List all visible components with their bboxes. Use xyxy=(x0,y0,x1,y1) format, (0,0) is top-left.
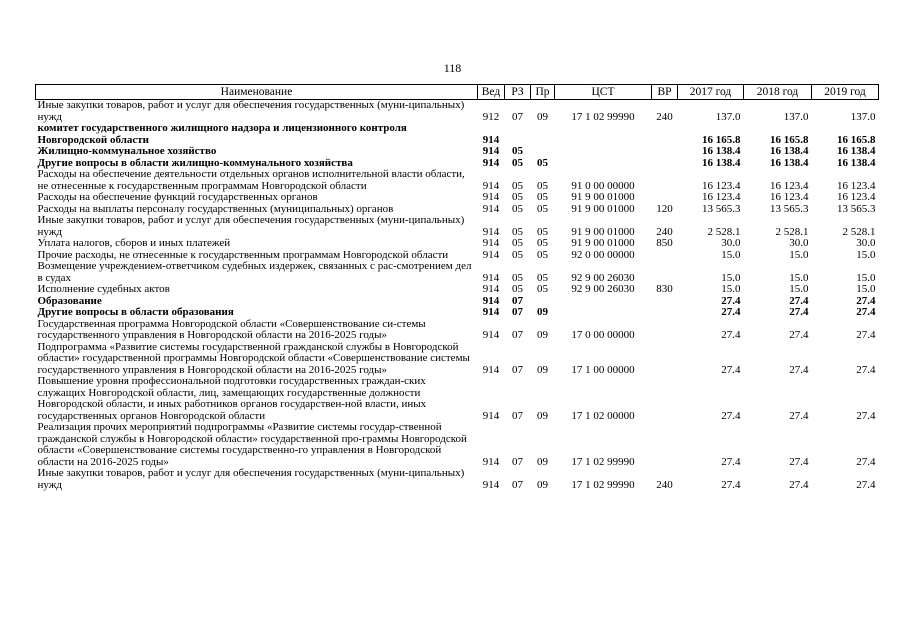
table-row xyxy=(36,146,879,158)
cell-2018: 16 123.4 xyxy=(770,179,809,192)
cell-2018: 27.4 xyxy=(789,363,809,376)
cell-2017: 16 138.4 xyxy=(702,156,741,169)
cell-vr xyxy=(652,307,678,319)
table-row xyxy=(36,261,879,284)
cell-2018: 137.0 xyxy=(783,110,809,123)
cell-2019: 27.4 xyxy=(856,329,876,341)
cell-vr: 850 xyxy=(656,237,673,249)
cell-name: Уплата налогов, сборов и иных платежей xyxy=(37,237,231,249)
cell-name: Исполнение судебных актов xyxy=(37,283,170,295)
cell-cst xyxy=(555,307,652,319)
cell-cst: 17 0 00 00000 xyxy=(571,329,635,341)
cell-ved: 914 xyxy=(482,248,500,261)
col-cst-header: ЦСТ xyxy=(555,85,652,100)
cell-vr xyxy=(652,169,678,192)
cell-rz xyxy=(505,123,531,146)
cell-vr: 120 xyxy=(656,202,673,215)
cell-ved: 914 xyxy=(482,202,500,215)
cell-2018: 15.0 xyxy=(789,248,809,261)
cell-2019: 13 565.3 xyxy=(837,202,876,215)
cell-name: Прочие расходы, не отнесенные к государственным программам Новгородской области xyxy=(37,248,449,261)
cell-vr xyxy=(652,261,678,284)
cell-cst: 92 9 00 26030 xyxy=(571,271,635,284)
cell-ved: 914 xyxy=(482,225,500,238)
cell-vr: 240 xyxy=(656,478,673,491)
cell-2019: 27.4 xyxy=(856,294,876,307)
col-2017-header: 2017 год xyxy=(678,85,744,100)
cell-vr xyxy=(652,296,678,308)
cell-cst: 91 9 00 01000 xyxy=(571,202,635,215)
cell-name: Повышение уровня профессиональной подготовки государственных граждан-ских служащих Новгородской области, лиц, замещающих государственные должности Новгородской области, и иных работников органов государствен-ной власти, иных государственных органов Новгородской области xyxy=(37,375,427,422)
cell-2017: 27.4 xyxy=(721,363,741,376)
cell-name: Реализация прочих мероприятий подпрограммы «Развитие системы государ-ственной гражданской службы в Новгородской области» государственной про-граммы Новгородской области «Совершенствование системы государственно-го управления в Новгородской области на 2016-2025 годы» xyxy=(37,421,467,468)
cell-2017: 16 138.4 xyxy=(702,145,741,157)
cell-ved: 912 xyxy=(482,110,500,123)
cell-ved: 914 xyxy=(482,306,500,318)
cell-2019: 15.0 xyxy=(856,271,876,284)
cell-2018: 16 123.4 xyxy=(770,191,809,203)
cell-ved: 914 xyxy=(482,271,500,284)
cell-ved: 914 xyxy=(482,294,500,307)
cell-name: Государственная программа Новгородской области «Совершенствование си-стемы государственного управления в Новгородской области на 2016-2025 годы» xyxy=(37,317,426,341)
cell-rz: 07 xyxy=(512,294,523,307)
cell-name: комитет государственного жилищного надзора и лицензионного контроля Новгородской области xyxy=(37,122,407,146)
col-pr-header: Пр xyxy=(531,85,555,100)
cell-pr: 05 xyxy=(537,283,548,295)
cell-cst: 91 9 00 01000 xyxy=(571,225,635,238)
cell-cst xyxy=(555,123,652,146)
col-2019-header: 2019 год xyxy=(812,85,879,100)
table-row xyxy=(36,284,879,296)
cell-ved: 914 xyxy=(482,179,500,192)
cell-pr: 09 xyxy=(537,478,548,491)
cell-cst: 92 9 00 26030 xyxy=(571,283,635,295)
cell-2019: 30.0 xyxy=(856,237,876,249)
cell-pr: 09 xyxy=(537,329,548,341)
cell-ved: 914 xyxy=(482,145,500,157)
cell-ved: 914 xyxy=(482,191,500,203)
cell-pr: 09 xyxy=(537,110,548,123)
cell-vr xyxy=(652,376,678,422)
cell-rz: 05 xyxy=(512,237,523,249)
table-row xyxy=(36,342,879,377)
cell-pr: 09 xyxy=(537,363,548,376)
cell-cst xyxy=(555,158,652,170)
cell-ved: 914 xyxy=(482,409,500,422)
cell-ved: 914 xyxy=(482,156,500,169)
cell-2018: 27.4 xyxy=(789,294,809,307)
table-row xyxy=(36,100,879,124)
cell-vr xyxy=(652,342,678,377)
cell-2018: 27.4 xyxy=(789,455,809,468)
cell-vr: 240 xyxy=(656,225,673,238)
cell-pr: 09 xyxy=(537,306,548,318)
cell-2018: 27.4 xyxy=(789,478,809,491)
cell-rz: 05 xyxy=(512,202,523,215)
cell-2017: 16 123.4 xyxy=(702,191,741,203)
cell-ved: 914 xyxy=(482,478,500,491)
cell-pr: 05 xyxy=(537,237,548,249)
cell-2017: 15.0 xyxy=(721,283,741,295)
cell-2018: 15.0 xyxy=(789,271,809,284)
cell-vr: 240 xyxy=(656,110,673,123)
cell-2019: 137.0 xyxy=(850,110,876,123)
cell-cst xyxy=(555,296,652,308)
cell-2017: 15.0 xyxy=(721,248,741,261)
cell-2019: 15.0 xyxy=(856,283,876,295)
table-row xyxy=(36,169,879,192)
cell-cst xyxy=(555,146,652,158)
cell-2018: 16 165.8 xyxy=(770,133,809,146)
cell-pr: 05 xyxy=(537,191,548,203)
cell-2018: 27.4 xyxy=(789,306,809,318)
cell-2017: 27.4 xyxy=(721,294,741,307)
cell-rz: 07 xyxy=(512,110,523,123)
cell-name: Образование xyxy=(37,294,102,307)
cell-pr xyxy=(531,146,555,158)
cell-name: Другие вопросы в области жилищно-коммунального хозяйства xyxy=(37,156,353,169)
cell-rz: 07 xyxy=(512,306,523,318)
cell-pr: 05 xyxy=(537,202,548,215)
table-row xyxy=(36,192,879,204)
cell-cst: 17 1 02 99990 xyxy=(571,110,635,123)
cell-2018: 27.4 xyxy=(789,329,809,341)
col-rz-header: РЗ xyxy=(505,85,531,100)
table-row xyxy=(36,307,879,319)
cell-2019: 27.4 xyxy=(856,409,876,422)
cell-cst: 92 0 00 00000 xyxy=(571,248,635,261)
cell-name: Возмещение учреждением-ответчиком судебных издержек, связанных с рас-смотрением дел в судах xyxy=(37,260,472,284)
col-ved-header: Вед xyxy=(478,85,505,100)
cell-name: Расходы на выплаты персоналу государственных (муниципальных) органов xyxy=(37,202,394,215)
table-row xyxy=(36,123,879,146)
table-row xyxy=(36,319,879,342)
cell-vr xyxy=(652,192,678,204)
cell-ved: 914 xyxy=(482,363,500,376)
cell-rz: 05 xyxy=(512,225,523,238)
table-row xyxy=(36,376,879,422)
cell-vr xyxy=(652,158,678,170)
cell-ved: 914 xyxy=(482,455,500,468)
cell-vr xyxy=(652,123,678,146)
cell-cst: 91 9 00 01000 xyxy=(571,191,635,203)
cell-pr: 05 xyxy=(537,156,548,169)
cell-2018: 16 138.4 xyxy=(770,145,809,157)
cell-2017: 137.0 xyxy=(715,110,741,123)
cell-name: Расходы на обеспечение функций государственных органов xyxy=(37,191,318,203)
cell-2019: 16 138.4 xyxy=(837,156,876,169)
cell-vr xyxy=(652,422,678,468)
table-row xyxy=(36,215,879,238)
cell-pr: 05 xyxy=(537,179,548,192)
cell-2019: 27.4 xyxy=(856,306,876,318)
cell-rz: 05 xyxy=(512,283,523,295)
cell-ved: 914 xyxy=(482,283,500,295)
cell-ved: 914 xyxy=(482,237,500,249)
cell-rz: 05 xyxy=(512,271,523,284)
cell-rz: 05 xyxy=(512,248,523,261)
cell-pr: 09 xyxy=(537,455,548,468)
cell-2017: 27.4 xyxy=(721,478,741,491)
cell-name: Жилищно-коммунальное хозяйство xyxy=(37,145,217,157)
cell-rz: 05 xyxy=(512,179,523,192)
cell-name: Подпрограмма «Развитие системы государственной гражданской службы в Новгородской области» государственной программы Новгородской области «Совершенствование системы государственного управления в Новгородской области на 2016-2025 годы» xyxy=(37,340,470,376)
cell-2019: 16 165.8 xyxy=(837,133,876,146)
cell-rz: 05 xyxy=(512,145,523,157)
cell-pr: 05 xyxy=(537,248,548,261)
cell-2018: 30.0 xyxy=(789,237,809,249)
cell-rz: 05 xyxy=(512,156,523,169)
cell-2018: 16 138.4 xyxy=(770,156,809,169)
cell-rz: 07 xyxy=(512,329,523,341)
cell-2017: 13 565.3 xyxy=(702,202,741,215)
cell-vr xyxy=(652,146,678,158)
cell-vr xyxy=(652,250,678,262)
cell-2019: 16 138.4 xyxy=(837,145,876,157)
cell-cst: 17 1 02 00000 xyxy=(571,409,635,422)
cell-2019: 16 123.4 xyxy=(837,179,876,192)
col-2018-header: 2018 год xyxy=(744,85,812,100)
cell-2017: 15.0 xyxy=(721,271,741,284)
table-header xyxy=(36,85,879,100)
cell-cst: 17 1 00 00000 xyxy=(571,363,635,376)
cell-2019: 2 528.1 xyxy=(842,225,876,238)
cell-ved: 914 xyxy=(482,133,500,146)
cell-rz: 05 xyxy=(512,191,523,203)
cell-name: Другие вопросы в области образования xyxy=(37,306,234,318)
cell-name: Иные закупки товаров, работ и услуг для обеспечения государственных (муни-ципальных) нужд xyxy=(37,467,465,491)
cell-2019: 15.0 xyxy=(856,248,876,261)
cell-2017: 27.4 xyxy=(721,455,741,468)
cell-vr xyxy=(652,319,678,342)
cell-2017: 30.0 xyxy=(721,237,741,249)
cell-pr: 05 xyxy=(537,225,548,238)
cell-rz: 07 xyxy=(512,409,523,422)
table-row xyxy=(36,238,879,250)
cell-2017: 27.4 xyxy=(721,409,741,422)
cell-vr: 830 xyxy=(656,283,673,295)
cell-2017: 16 165.8 xyxy=(702,133,741,146)
cell-name: Расходы на обеспечение деятельности отдельных органов исполнительной власти области, не отнесенные к государственным программам Новгородской области xyxy=(37,168,465,192)
col-vr-header: ВР xyxy=(652,85,678,100)
cell-rz: 07 xyxy=(512,363,523,376)
cell-2019: 27.4 xyxy=(856,455,876,468)
cell-2019: 27.4 xyxy=(856,363,876,376)
cell-rz: 07 xyxy=(512,478,523,491)
cell-2017: 27.4 xyxy=(721,306,741,318)
cell-2017: 27.4 xyxy=(721,329,741,341)
page-number: 118 xyxy=(443,61,462,75)
cell-ved: 914 xyxy=(482,329,500,341)
cell-2018: 13 565.3 xyxy=(770,202,809,215)
table-row xyxy=(36,468,879,491)
cell-2017: 16 123.4 xyxy=(702,179,741,192)
cell-cst: 91 0 00 00000 xyxy=(571,179,635,192)
cell-name: Иные закупки товаров, работ и услуг для обеспечения государственных (муни-ципальных) нужд xyxy=(37,99,465,123)
table-row xyxy=(36,422,879,468)
col-name-header: Наименование xyxy=(36,85,478,100)
cell-cst: 17 1 02 99990 xyxy=(571,455,635,468)
cell-2018: 15.0 xyxy=(789,283,809,295)
cell-name: Иные закупки товаров, работ и услуг для обеспечения государственных (муни-ципальных) нужд xyxy=(37,214,465,238)
budget-table xyxy=(35,84,879,491)
cell-2019: 27.4 xyxy=(856,478,876,491)
cell-cst: 91 9 00 01000 xyxy=(571,237,635,249)
cell-2017: 2 528.1 xyxy=(707,225,741,238)
cell-pr: 05 xyxy=(537,271,548,284)
cell-cst: 17 1 02 99990 xyxy=(571,478,635,491)
cell-rz: 07 xyxy=(512,455,523,468)
cell-pr: 09 xyxy=(537,409,548,422)
cell-2019: 16 123.4 xyxy=(837,191,876,203)
cell-2018: 27.4 xyxy=(789,409,809,422)
cell-pr xyxy=(531,123,555,146)
cell-2018: 2 528.1 xyxy=(775,225,809,238)
